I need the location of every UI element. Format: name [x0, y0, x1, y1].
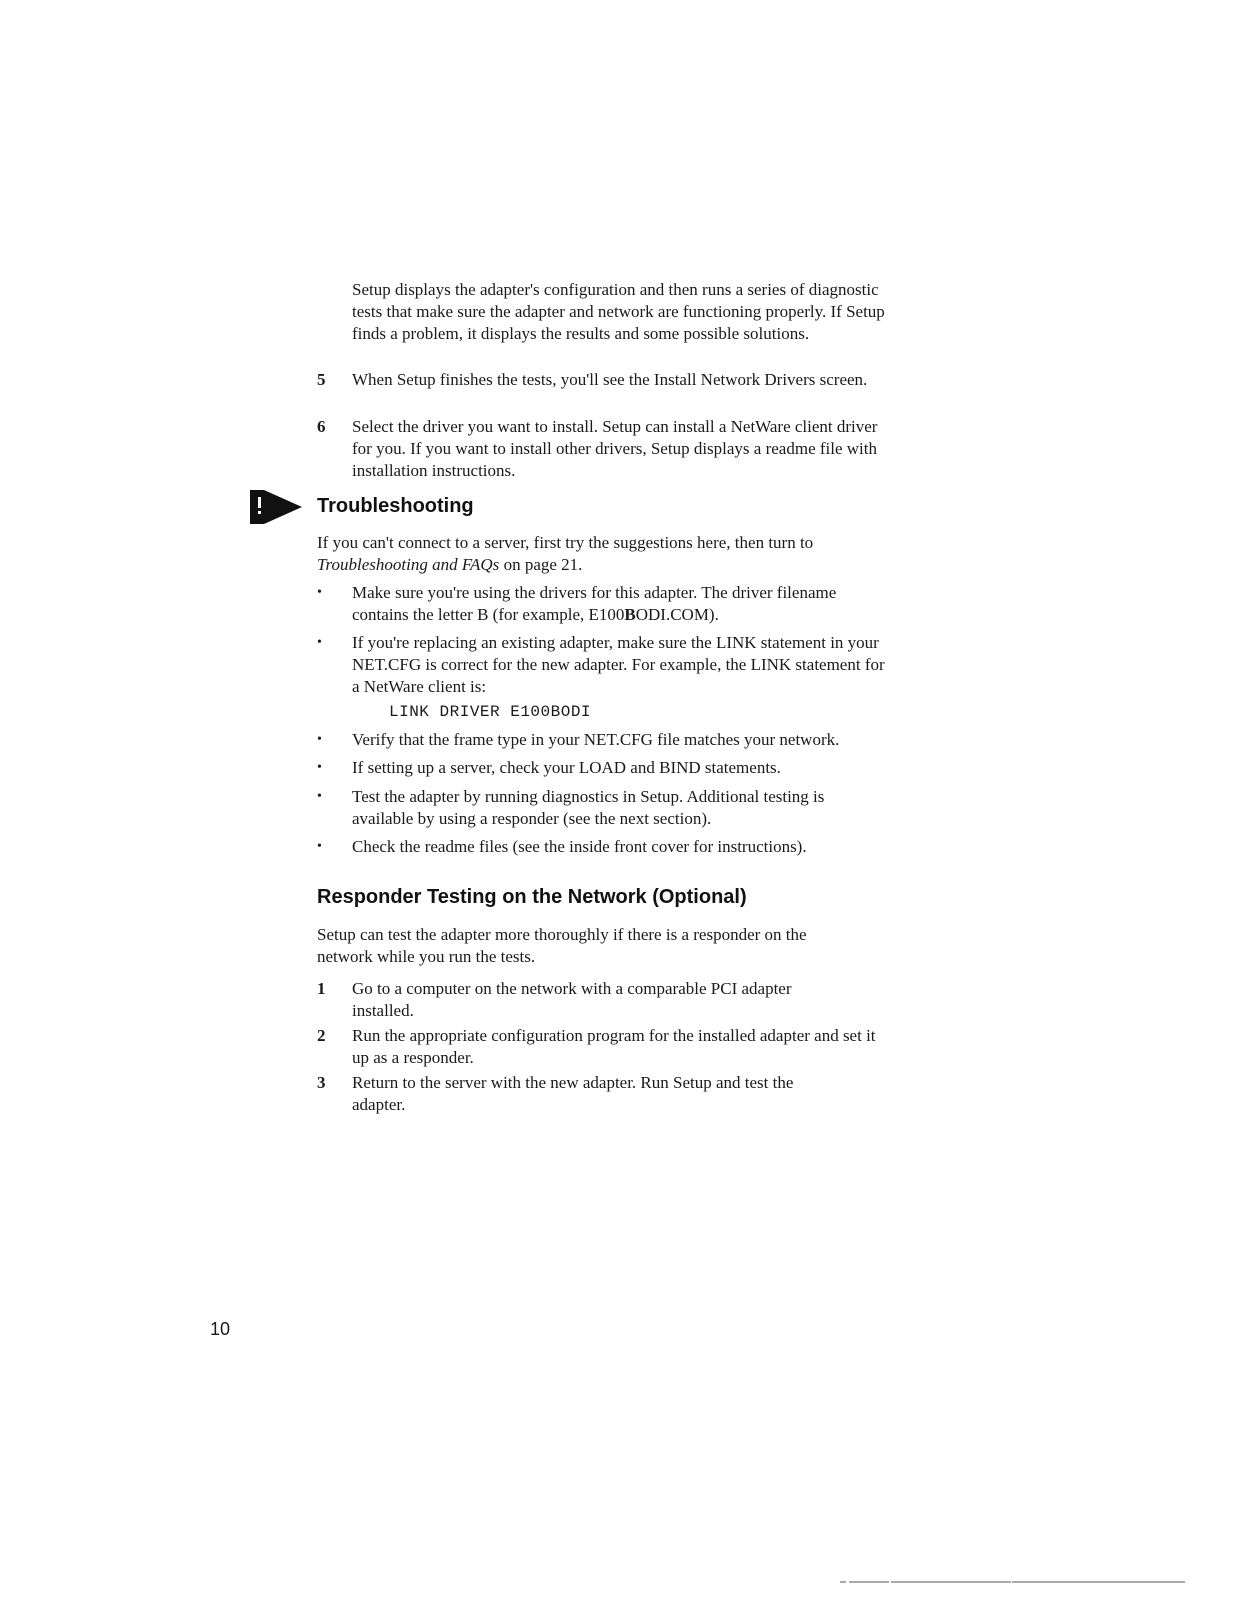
troubleshooting-heading: Troubleshooting: [317, 495, 474, 517]
step-text: Return to the server with the new adapter. Run Setup and test the adapter.: [352, 1073, 794, 1114]
step-number: 5: [317, 370, 326, 389]
step-number: 2: [317, 1026, 326, 1045]
faq-reference: Troubleshooting and FAQs: [317, 555, 500, 574]
bullet-text: Make sure you're using the drivers for this adapter. The driver filename contains the letter B (for example, E100: [352, 583, 837, 624]
step-number: 6: [317, 417, 326, 436]
bullet-marker: •: [317, 789, 322, 804]
step-text: When Setup finishes the tests, you'll see the Install Network Drivers screen.: [352, 370, 868, 389]
bullet-marker: •: [317, 732, 322, 747]
scan-edge-line: [840, 1581, 1185, 1583]
warning-arrow-icon: [250, 488, 302, 526]
bullet-item: Test the adapter by running diagnostics in Setup. Additional testing is available by using a responder (see the next section).: [352, 787, 825, 828]
step-number: 1: [317, 979, 326, 998]
bullet-item: Verify that the frame type in your NET.CFG file matches your network.: [352, 730, 840, 749]
bullet-text: ODI.COM).: [635, 605, 719, 624]
troubleshooting-intro: [317, 532, 877, 576]
step-text: Select the driver you want to install. Setup can install a NetWare client driver for you. If you want to install other drivers, Setup displays a readme file with installation instructions.: [352, 417, 878, 480]
bullet-marker: •: [317, 760, 322, 775]
intro-paragraph: Setup displays the adapter's configuration and then runs a series of diagnostic tests that make sure the adapter and network are functioning properly. If Setup finds a problem, it displays the results and some possible solutions.: [352, 280, 885, 343]
code-snippet: LINK DRIVER E100BODI: [389, 703, 592, 721]
step-text: Go to a computer on the network with a comparable PCI adapter installed.: [352, 979, 792, 1020]
bullet-marker: •: [317, 839, 322, 854]
bullet-marker: •: [317, 635, 322, 650]
step-text: Run the appropriate configuration program for the installed adapter and set it up as a responder.: [352, 1026, 876, 1067]
intro-page-ref: on page 21.: [503, 555, 583, 574]
bullet-item: If setting up a server, check your LOAD and BIND statements.: [352, 758, 781, 777]
bullet-bold: B: [624, 605, 636, 624]
page-number: 10: [210, 1319, 231, 1339]
responder-heading: Responder Testing on the Network (Optional): [317, 886, 747, 908]
responder-intro: Setup can test the adapter more thoroughly if there is a responder on the network while you run the tests.: [317, 925, 807, 966]
bullet-marker: •: [317, 585, 322, 600]
bullet-item: If you're replacing an existing adapter, make sure the LINK statement in your NET.CFG is correct for the new adapter. For example, the LINK statement for a NetWare client is:: [352, 633, 885, 696]
bullet-item: [352, 582, 892, 626]
bullet-item: Check the readme files (see the inside front cover for instructions).: [352, 837, 807, 856]
step-number: 3: [317, 1073, 326, 1092]
intro-text: If you can't connect to a server, first try the suggestions here, then turn to: [317, 533, 814, 552]
